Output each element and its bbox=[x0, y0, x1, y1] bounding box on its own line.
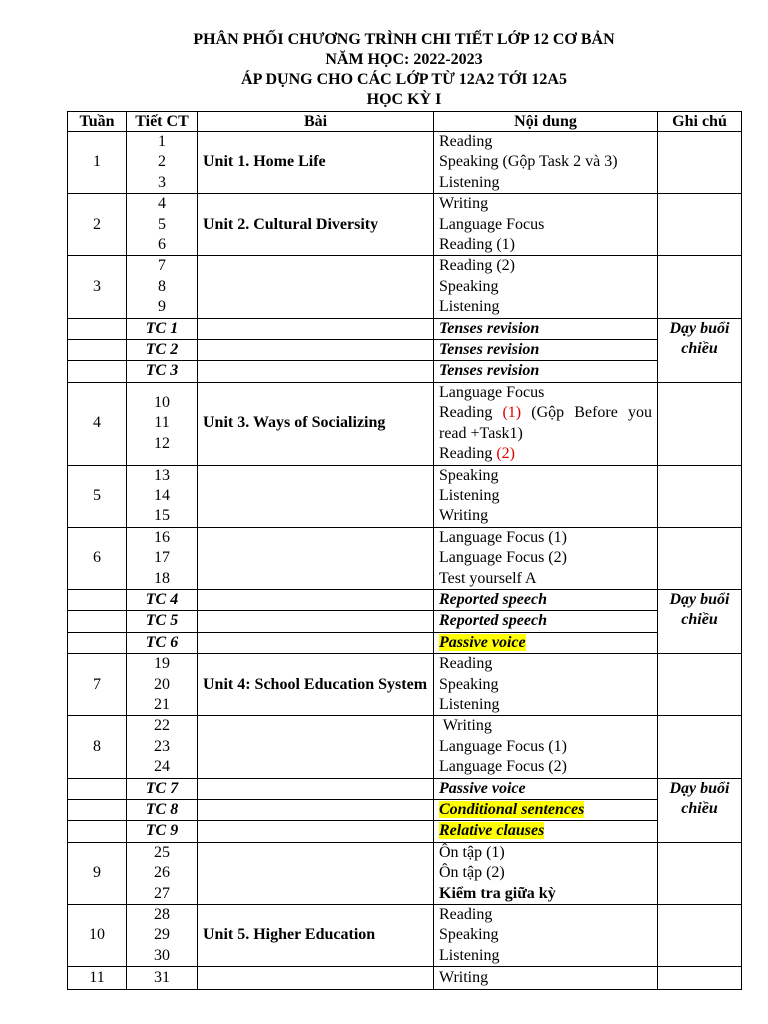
header-bai: Bài bbox=[198, 112, 434, 132]
bai-cell bbox=[198, 842, 434, 904]
title-line-3: ÁP DỤNG CHO CÁC LỚP TỪ 12A2 TỚI 12A5 bbox=[241, 71, 567, 88]
tiet-cell: TC 7 bbox=[127, 778, 198, 799]
bai-cell bbox=[198, 527, 434, 589]
noi-dung-red-text: (1) bbox=[502, 404, 522, 422]
noi-dung-item: Ôn tập (2) bbox=[439, 864, 505, 882]
table-row bbox=[68, 132, 742, 194]
noi-dung-text: (Gộp Before you read +Task1) bbox=[439, 404, 652, 442]
bai-cell bbox=[198, 465, 434, 527]
tuan-cell bbox=[68, 778, 127, 799]
tiet-cell: TC 1 bbox=[127, 318, 198, 339]
tiet-cell: TC 5 bbox=[127, 611, 198, 632]
tiet-item: 15 bbox=[154, 507, 170, 525]
ghi-chu-cell bbox=[658, 967, 742, 990]
noi-dung-cell bbox=[434, 800, 658, 821]
noi-dung-item: Language Focus (2) bbox=[439, 549, 567, 567]
tiet-item: 21 bbox=[154, 695, 170, 713]
tiet-cell bbox=[127, 716, 198, 778]
tuan-cell: 4 bbox=[68, 382, 127, 465]
bai-cell bbox=[198, 340, 434, 361]
noi-dung-cell bbox=[434, 256, 658, 318]
table-row bbox=[68, 905, 742, 967]
tuan-cell bbox=[68, 340, 127, 361]
noi-dung-cell: Writing bbox=[434, 967, 658, 990]
noi-dung-item: Reading (1) bbox=[439, 236, 515, 254]
noi-dung-item: Speaking bbox=[439, 675, 499, 693]
tiet-item: 5 bbox=[158, 215, 166, 233]
ghi-chu-cell bbox=[658, 716, 742, 778]
bai-cell bbox=[198, 778, 434, 799]
tiet-item: 27 bbox=[154, 884, 170, 902]
tiet-item: 24 bbox=[154, 758, 170, 776]
table-row bbox=[68, 654, 742, 716]
noi-dung-cell: Tenses revision bbox=[434, 318, 658, 339]
tuan-cell bbox=[68, 800, 127, 821]
tiet-item: 26 bbox=[154, 864, 170, 882]
bai-cell bbox=[198, 589, 434, 610]
bai-cell bbox=[198, 361, 434, 382]
noi-dung-item: Reading (2) bbox=[439, 257, 515, 275]
tiet-item: 30 bbox=[154, 946, 170, 964]
tiet-cell bbox=[127, 132, 198, 194]
bai-cell bbox=[198, 821, 434, 842]
ghi-chu-cell bbox=[658, 654, 742, 716]
bai-cell bbox=[198, 611, 434, 632]
noi-dung-cell bbox=[434, 716, 658, 778]
tiet-item: 6 bbox=[158, 236, 166, 254]
tuan-cell: 1 bbox=[68, 132, 127, 194]
table-row bbox=[68, 382, 742, 465]
tiet-item: 11 bbox=[154, 414, 170, 432]
tiet-item: 29 bbox=[154, 926, 170, 944]
table-row bbox=[68, 256, 742, 318]
noi-dung-item: Writing bbox=[439, 195, 489, 213]
noi-dung-item: Language Focus bbox=[439, 215, 545, 233]
tiet-cell bbox=[127, 256, 198, 318]
tiet-cell: TC 4 bbox=[127, 589, 198, 610]
noi-dung-cell bbox=[434, 821, 658, 842]
tuan-cell: 8 bbox=[68, 716, 127, 778]
noi-dung-item: Speaking bbox=[439, 277, 499, 295]
tiet-item: 12 bbox=[154, 434, 170, 452]
tiet-item: 9 bbox=[158, 298, 166, 316]
tuan-cell bbox=[68, 821, 127, 842]
bai-cell: Unit 2. Cultural Diversity bbox=[198, 194, 434, 256]
noi-dung-text: Reading bbox=[439, 445, 497, 463]
tuan-cell: 2 bbox=[68, 194, 127, 256]
noi-dung-cell: Reported speech bbox=[434, 589, 658, 610]
noi-dung-cell bbox=[434, 842, 658, 904]
tuan-cell bbox=[68, 589, 127, 610]
tiet-cell: 31 bbox=[127, 967, 198, 990]
noi-dung-cell: Reported speech bbox=[434, 611, 658, 632]
table-row-tc bbox=[68, 318, 742, 339]
table-header-row bbox=[68, 112, 742, 132]
noi-dung-red-text: (2) bbox=[496, 445, 515, 463]
tuan-cell: 5 bbox=[68, 465, 127, 527]
bai-cell: Unit 1. Home Life bbox=[198, 132, 434, 194]
tiet-cell: TC 6 bbox=[127, 632, 198, 653]
noi-dung-item: Writing bbox=[439, 717, 492, 735]
tiet-cell: TC 8 bbox=[127, 800, 198, 821]
noi-dung-item: Kiểm tra giữa kỳ bbox=[439, 884, 556, 902]
noi-dung-cell: Passive voice bbox=[434, 778, 658, 799]
tiet-cell bbox=[127, 527, 198, 589]
tiet-item: 4 bbox=[158, 195, 166, 213]
noi-dung-cell bbox=[434, 527, 658, 589]
bai-cell bbox=[198, 632, 434, 653]
noi-dung-cell bbox=[434, 194, 658, 256]
ghi-chu-cell bbox=[658, 527, 742, 589]
ghi-chu-cell: Dạy buổi chiều bbox=[658, 778, 742, 842]
table-row-tc bbox=[68, 821, 742, 842]
tiet-item: 19 bbox=[154, 655, 170, 673]
tiet-item: 14 bbox=[154, 486, 170, 504]
table-row bbox=[68, 967, 742, 990]
bai-cell: Unit 5. Higher Education bbox=[198, 905, 434, 967]
noi-dung-item: Listening bbox=[439, 173, 500, 191]
document-title bbox=[0, 30, 768, 110]
tuan-cell: 9 bbox=[68, 842, 127, 904]
noi-dung-text: Reading bbox=[439, 404, 503, 422]
tuan-cell bbox=[68, 318, 127, 339]
table-row bbox=[68, 194, 742, 256]
highlighted-text: Passive voice bbox=[439, 633, 526, 651]
noi-dung-item: Writing bbox=[439, 507, 489, 525]
noi-dung-item: Reading bbox=[439, 133, 493, 150]
noi-dung-item: Reading bbox=[439, 655, 493, 673]
noi-dung-item: Listening bbox=[439, 486, 500, 504]
tiet-item: 7 bbox=[158, 257, 166, 275]
noi-dung-cell bbox=[434, 132, 658, 194]
noi-dung-cell bbox=[434, 905, 658, 967]
tiet-item: 2 bbox=[158, 153, 166, 171]
bai-cell bbox=[198, 800, 434, 821]
table-row bbox=[68, 527, 742, 589]
ghi-chu-cell bbox=[658, 194, 742, 256]
tuan-cell bbox=[68, 632, 127, 653]
table-row-tc bbox=[68, 611, 742, 632]
tiet-item: 23 bbox=[154, 737, 170, 755]
noi-dung-item: Ôn tập (1) bbox=[439, 843, 505, 861]
tiet-cell bbox=[127, 382, 198, 465]
tiet-item: 22 bbox=[154, 717, 170, 735]
noi-dung-item: Language Focus (2) bbox=[439, 758, 567, 776]
ghi-chu-cell bbox=[658, 382, 742, 465]
noi-dung-cell bbox=[434, 382, 658, 465]
noi-dung-item: Speaking (Gộp Task 2 và 3) bbox=[439, 153, 618, 171]
highlighted-text: Relative clauses bbox=[439, 822, 545, 840]
tiet-cell: TC 3 bbox=[127, 361, 198, 382]
ghi-chu-cell bbox=[658, 465, 742, 527]
tiet-cell bbox=[127, 842, 198, 904]
header-tiet: Tiết CT bbox=[127, 112, 198, 132]
tuan-cell: 10 bbox=[68, 905, 127, 967]
tuan-cell: 6 bbox=[68, 527, 127, 589]
header-noi-dung: Nội dung bbox=[434, 112, 658, 132]
header-tuan: Tuần bbox=[68, 112, 127, 132]
noi-dung-item: Test yourself A bbox=[439, 569, 537, 587]
table-row-tc bbox=[68, 589, 742, 610]
ghi-chu-cell: Dạy buổi chiều bbox=[658, 318, 742, 382]
bai-cell: Unit 4: School Education System bbox=[198, 654, 434, 716]
tiet-item: 28 bbox=[154, 906, 170, 924]
noi-dung-item: Listening bbox=[439, 946, 500, 964]
title-line-2: NĂM HỌC: 2022-2023 bbox=[325, 51, 483, 68]
noi-dung-item: Listening bbox=[439, 695, 500, 713]
tiet-cell bbox=[127, 465, 198, 527]
table-row bbox=[68, 842, 742, 904]
tiet-item: 20 bbox=[154, 675, 170, 693]
noi-dung-item: Language Focus bbox=[439, 383, 545, 401]
tiet-item: 17 bbox=[154, 549, 170, 567]
tiet-item: 1 bbox=[158, 133, 166, 150]
bai-cell bbox=[198, 256, 434, 318]
ghi-chu-cell bbox=[658, 256, 742, 318]
tiet-item: 25 bbox=[154, 843, 170, 861]
noi-dung-cell bbox=[434, 632, 658, 653]
header-ghi-chu: Ghi chú bbox=[658, 112, 742, 132]
noi-dung-item: Language Focus (1) bbox=[439, 528, 567, 546]
ghi-chu-cell: Dạy buổi chiều bbox=[658, 589, 742, 653]
tiet-item: 18 bbox=[154, 569, 170, 587]
ghi-chu-cell bbox=[658, 842, 742, 904]
title-line-4: HỌC KỲ I bbox=[366, 91, 442, 108]
table-row-tc bbox=[68, 778, 742, 799]
tiet-item: 3 bbox=[158, 173, 166, 191]
noi-dung-cell bbox=[434, 465, 658, 527]
noi-dung-item bbox=[439, 403, 652, 444]
tiet-item: 8 bbox=[158, 277, 166, 295]
noi-dung-cell bbox=[434, 654, 658, 716]
tiet-cell: TC 9 bbox=[127, 821, 198, 842]
tuan-cell bbox=[68, 361, 127, 382]
tuan-cell bbox=[68, 611, 127, 632]
bai-cell: Unit 3. Ways of Socializing bbox=[198, 382, 434, 465]
table-row-tc bbox=[68, 361, 742, 382]
noi-dung-item: Speaking bbox=[439, 926, 499, 944]
bai-cell bbox=[198, 716, 434, 778]
highlighted-text: Conditional sentences bbox=[439, 801, 585, 818]
noi-dung-item bbox=[439, 444, 652, 464]
tiet-item: 16 bbox=[154, 528, 170, 546]
tiet-cell bbox=[127, 654, 198, 716]
ghi-chu-cell bbox=[658, 905, 742, 967]
bai-cell bbox=[198, 318, 434, 339]
tuan-cell: 11 bbox=[68, 967, 127, 990]
tiet-cell bbox=[127, 194, 198, 256]
noi-dung-item: Language Focus (1) bbox=[439, 737, 567, 755]
schedule-table bbox=[67, 111, 742, 990]
noi-dung-item: Listening bbox=[439, 298, 500, 316]
tiet-cell bbox=[127, 905, 198, 967]
noi-dung-item: Reading bbox=[439, 906, 493, 924]
table-row bbox=[68, 716, 742, 778]
title-line-1: PHÂN PHỐI CHƯƠNG TRÌNH CHI TIẾT LỚP 12 CƠ BẢN bbox=[193, 31, 615, 48]
noi-dung-cell: Tenses revision bbox=[434, 340, 658, 361]
tiet-cell: TC 2 bbox=[127, 340, 198, 361]
ghi-chu-cell bbox=[658, 132, 742, 194]
table-row-tc bbox=[68, 632, 742, 653]
table-row-tc bbox=[68, 340, 742, 361]
bai-cell bbox=[198, 967, 434, 990]
tuan-cell: 3 bbox=[68, 256, 127, 318]
table-row bbox=[68, 465, 742, 527]
table-row-tc bbox=[68, 800, 742, 821]
tiet-item: 13 bbox=[154, 466, 170, 484]
noi-dung-cell: Tenses revision bbox=[434, 361, 658, 382]
noi-dung-item: Speaking bbox=[439, 466, 499, 484]
tiet-item: 10 bbox=[154, 394, 170, 412]
tuan-cell: 7 bbox=[68, 654, 127, 716]
